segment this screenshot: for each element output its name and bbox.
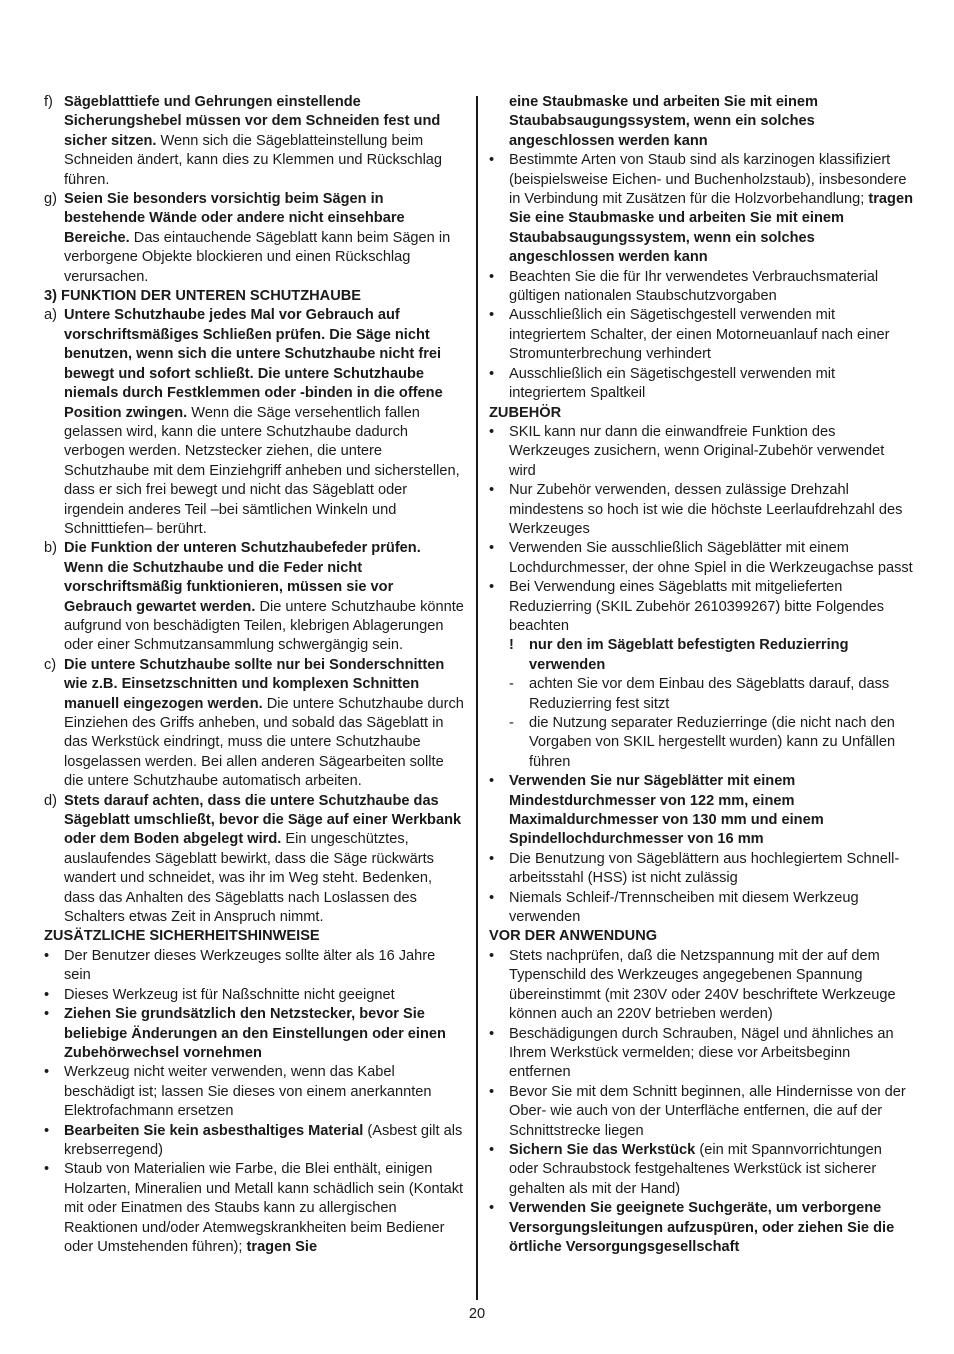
list-item xyxy=(44,947,464,986)
text-run: (Asbest gilt als krebserregend) xyxy=(64,1122,463,1158)
list-marker: - xyxy=(509,676,514,693)
list-item xyxy=(44,1063,464,1121)
list-item xyxy=(489,365,913,404)
list-item-text xyxy=(509,947,913,1025)
list-marker: ! xyxy=(509,637,514,654)
text-run: Bestimmte Arten von Staub sind als karzinogen klassifiziert (beispielsweise Eichen- und Buchenholzstaub), insbesondere in Verbindung mit Zusätzen für die Holzvorbehandlung; xyxy=(509,152,907,208)
list-item-text xyxy=(64,190,464,287)
list-item xyxy=(489,306,913,364)
text-run: Staub von Materialien wie Farbe, die Blei enthält, einigen Holzarten, Mineralien und Metall kann schädlich sein (Kontakt mit oder Einatmen des Staubs kann zu allergischen Reaktionen und/oder Atemwegskrankheiten beim Bediener oder Umstehenden führen); xyxy=(64,1161,464,1255)
list-item xyxy=(489,539,913,578)
list-marker: • xyxy=(489,773,495,790)
list-item xyxy=(44,1122,464,1161)
list-item-text xyxy=(509,539,913,578)
list-marker: g) xyxy=(44,191,57,208)
list-marker: • xyxy=(489,889,495,906)
list-item xyxy=(489,889,913,928)
section-heading: VOR DER ANWENDUNG xyxy=(489,928,658,945)
text-run: Bei Verwendung eines Sägeblatts mit mitgelieferten Reduzierring (SKIL Zubehör 2610399267) bitte Folgendes beachten xyxy=(509,579,885,634)
list-item xyxy=(44,1160,464,1257)
bold-text: tragen Sie xyxy=(246,1238,318,1255)
bold-text: Untere Schutzhaube jedes Mal vor Gebrauch auf vorschriftsmäßiges Schließen prüfen. Die Säge nicht benutzen, wenn sich die untere Schutzhaube nicht frei bewegt und sofort schließt. Die untere Schutzhaube niemals durch Festklemmen oder -binden in die offene Position zwingen. xyxy=(64,307,443,421)
list-item xyxy=(44,1005,464,1063)
list-item-text xyxy=(509,1199,913,1257)
list-item-text xyxy=(509,1141,913,1199)
list-marker: • xyxy=(489,423,495,440)
list-marker: • xyxy=(489,1200,495,1217)
list-item xyxy=(44,306,464,539)
list-item-text xyxy=(509,889,913,928)
list-item xyxy=(489,423,913,481)
list-marker: • xyxy=(44,1006,50,1023)
text-run: Stets nachprüfen, daß die Netzspannung mit der auf dem Typenschild des Werkzeuges angegebenen Spannung übereinstimmt (mit 230V oder 240V beschriftete Werkzeuge können auch an 220V betrieben werden) xyxy=(509,947,896,1023)
list-item xyxy=(489,1025,913,1083)
bold-text: Verwenden Sie nur Sägeblätter mit einem Mindestdurchmesser von 122 mm, einem Maximaldurchmesser von 130 mm und einem Spindellochdurchmesser von 16 mm xyxy=(509,773,824,848)
bold-text: Verwenden Sie geeignete Suchgeräte, um verborgene Versorgungsleitungen aufzuspüren, oder ziehen Sie die örtliche Versorgungsgesellschaft xyxy=(509,1200,895,1255)
list-item xyxy=(489,1199,913,1257)
list-item-text xyxy=(509,268,913,307)
list-item-text xyxy=(64,792,464,928)
text-run: Beschädigungen durch Schrauben, Nägel und ähnliches an Ihrem Werkstück vermelden; diese vor Arbeitsbeginn entfernen xyxy=(509,1025,894,1081)
list-item-text xyxy=(509,772,913,850)
list-item-text xyxy=(64,539,464,655)
list-marker: • xyxy=(489,1025,495,1042)
list-item-text xyxy=(64,986,464,1005)
list-marker: • xyxy=(489,307,495,324)
list-item-text xyxy=(509,306,913,364)
list-item xyxy=(489,578,913,636)
bold-text: nur den im Sägeblatt befestigten Reduzierring verwenden xyxy=(529,637,849,673)
bold-text: Stets darauf achten, dass die untere Schutzhaube das Sägeblatt umschließt, bevor die Säge auf einer Werkbank oder dem Boden abgelegt wird. xyxy=(64,792,462,848)
list-item-text xyxy=(64,1160,464,1257)
text-run: SKIL kann nur dann die einwandfreie Funktion des Werkzeuges zusichern, wenn Original-Zubehör verwendet wird xyxy=(509,423,885,479)
list-item-text xyxy=(509,1025,913,1083)
list-item-text xyxy=(529,636,913,675)
list-item-text xyxy=(529,714,913,772)
list-item-text xyxy=(64,656,464,792)
list-item-text xyxy=(509,365,913,404)
text-run: Die untere Schutzhaube könnte aufgrund von beschädigten Teilen, klebrigen Ablagerungen oder einer Schmutzansammlung schwergängig sein. xyxy=(64,598,464,654)
section-heading: 3) FUNKTION DER UNTEREN SCHUTZHAUBE xyxy=(44,288,362,305)
sub-list-item xyxy=(489,675,913,714)
bold-text: Ziehen Sie grundsätzlich den Netzstecker, bevor Sie beliebige Änderungen an den Einstellungen oder einen Zubehörwechsel vornehmen xyxy=(64,1006,446,1061)
list-item-text xyxy=(64,947,464,986)
list-marker: b) xyxy=(44,540,57,557)
list-item xyxy=(44,986,464,1005)
bold-text: Bearbeiten Sie kein asbesthaltiges Material xyxy=(64,1122,364,1139)
bold-text: Seien Sie besonders vorsichtig beim Sägen in bestehende Wände oder andere nicht einsehbare Bereiche. xyxy=(64,191,405,246)
text-run: Werkzeug nicht weiter verwenden, wenn das Kabel beschädigt ist; lassen Sie dieses von einem anerkannten Elektrofachmann ersetzen xyxy=(64,1064,432,1120)
list-marker: • xyxy=(489,268,495,285)
text-run: Ausschließlich ein Sägetischgestell verwenden mit integriertem Schalter, der einen Motorneuanlauf nach einer Stromunterbrechung verhindert xyxy=(509,307,890,363)
list-item-text xyxy=(509,481,913,539)
list-marker: • xyxy=(489,1083,495,1100)
list-marker: a) xyxy=(44,307,57,324)
list-item-text xyxy=(509,850,913,889)
list-item-text xyxy=(509,151,913,267)
list-marker: • xyxy=(489,482,495,499)
page-number: 20 xyxy=(468,1306,486,1322)
text-run: Verwenden Sie ausschließlich Sägeblätter mit einem Lochdurchmesser, der ohne Spiel in die Werkzeugachse passt xyxy=(509,540,913,576)
list-item xyxy=(489,1083,913,1141)
right-column xyxy=(489,93,913,1257)
list-marker: • xyxy=(44,947,50,964)
text-run: (ein mit Spannvorrichtungen oder Schraubstock festgehaltenes Werkstück ist sicherer gehalten als mit der Hand) xyxy=(509,1141,882,1197)
list-marker: • xyxy=(489,152,495,169)
list-item xyxy=(44,93,464,190)
list-item-text xyxy=(529,675,913,714)
bold-text: Die Funktion der unteren Schutzhaubefeder prüfen. Wenn die Schutzhaube und die Feder nicht vorschriftsmäßig funktionieren, müssen sie vor Gebrauch gewartet werden. xyxy=(64,540,421,615)
list-marker: • xyxy=(489,579,495,596)
list-item-text xyxy=(509,578,913,636)
sub-list-item xyxy=(489,636,913,675)
text-run: Dieses Werkzeug ist für Naßschnitte nicht geeignet xyxy=(64,986,395,1003)
list-item-text xyxy=(64,1063,464,1121)
list-item xyxy=(489,1141,913,1199)
list-marker: • xyxy=(489,947,495,964)
list-item xyxy=(489,850,913,889)
list-marker: • xyxy=(489,850,495,867)
text-run: Die untere Schutzhaube durch Einziehen des Griffs anheben, und sobald das Sägeblatt in das Werkstück eindringt, muss die untere Schutzhaube losgelassen werden. Bei allen anderen Sägearbeiten sollte die untere Schutzhaube automatisch arbeiten. xyxy=(64,695,464,790)
list-item xyxy=(44,656,464,792)
list-item xyxy=(44,190,464,287)
list-item xyxy=(489,947,913,1025)
text-run: Die Benutzung von Sägeblättern aus hochlegiertem Schnell- arbeitsstahl (HSS) ist nicht zulässig xyxy=(509,850,900,887)
sub-list-item xyxy=(489,714,913,772)
list-marker: • xyxy=(489,1141,495,1158)
continued-text xyxy=(489,93,913,151)
section-heading: ZUSÄTZLICHE SICHERHEITSHINWEISE xyxy=(44,928,320,945)
left-column xyxy=(44,93,464,1257)
text-run: Nur Zubehör verwenden, dessen zulässige Drehzahl mindestens so hoch ist wie die höchste Leerlaufdrehzahl des Werkzeuges xyxy=(509,482,903,537)
list-marker: d) xyxy=(44,792,57,809)
bold-text: Sichern Sie das Werkstück xyxy=(509,1141,696,1158)
text-run: Ein ungeschütztes, auslaufendes Sägeblatt bewirkt, dass die Säge rückwärts wandert und schneidet, was ihr im Weg steht. Bedenken, dass das Anhalten des Sägeblatts nach Loslassen des Schalters etwas Zeit in Anspruch nimmt. xyxy=(64,831,434,926)
list-marker: c) xyxy=(44,656,57,673)
list-item xyxy=(489,481,913,539)
text-run: Beachten Sie die für Ihr verwendetes Verbrauchsmaterial gültigen nationalen Staubschutzvorgaben xyxy=(509,268,879,305)
text-run: achten Sie vor dem Einbau des Sägeblatts darauf, dass Reduzierring fest sitzt xyxy=(529,676,890,712)
list-item xyxy=(489,151,913,267)
text-run: Bevor Sie mit dem Schnitt beginnen, alle Hindernisse von der Ober- wie auch von der Unterfläche entfernen, die auf der Schnittstrecke liegen xyxy=(509,1083,906,1139)
column-divider xyxy=(476,96,478,1300)
list-item-text xyxy=(64,1122,464,1161)
list-item-text xyxy=(64,306,464,539)
list-marker: • xyxy=(44,1122,50,1139)
list-item-text xyxy=(64,93,464,190)
text-run: Wenn sich die Sägeblatteinstellung beim Schneiden ändert, kann dies zu Klemmen und Rückschlag führen. xyxy=(64,132,443,188)
bold-text: tragen Sie eine Staubmaske und arbeiten Sie mit einem Staubabsaugungssystem, wenn ein solches angeschlossen werden kann xyxy=(509,191,913,266)
list-marker: • xyxy=(489,540,495,557)
text-run: Wenn die Säge versehentlich fallen gelassen wird, kann die untere Schutzhaube dadurch verbogen werden. Netzstecker ziehen, die untere Schutzhaube mit dem Einziehgriff anheben und sicherstellen, dass er sich frei bewegt und nicht das Sägeblatt oder irgendein anderes Teil –bei sämtlichen Winkeln und Schnitttiefen– berührt. xyxy=(64,404,460,537)
text-run: Der Benutzer dieses Werkzeuges sollte älter als 16 Jahre sein xyxy=(64,947,436,984)
bold-text: eine Staubmaske und arbeiten Sie mit einem Staubabsaugungssystem, wenn ein solches angeschlossen werden kann xyxy=(509,94,818,149)
list-marker: • xyxy=(44,986,50,1003)
list-item-text xyxy=(509,1083,913,1141)
bold-text: Die untere Schutzhaube sollte nur bei Sonderschnitten wie z.B. Einsetzschnitten und komplexen Schnitten manuell eingezogen werden. xyxy=(64,656,445,712)
list-marker: - xyxy=(509,715,514,731)
list-item xyxy=(489,772,913,850)
list-item xyxy=(44,792,464,928)
list-item xyxy=(44,539,464,655)
list-item xyxy=(489,268,913,307)
text-run: Niemals Schleif-/Trennscheiben mit diesem Werkzeug verwenden xyxy=(509,889,859,926)
list-item-text xyxy=(509,423,913,481)
text-run: die Nutzung separater Reduzierringe (die nicht nach den Vorgaben von SKIL hergestellt wurden) kann zu Unfällen führen xyxy=(529,715,896,770)
text-run: Das eintauchende Sägeblatt kann beim Sägen in verborgene Objekte blockieren und einen Rückschlag verursachen. xyxy=(64,229,451,285)
list-marker: f) xyxy=(44,94,53,110)
section-heading: ZUBEHÖR xyxy=(489,404,562,421)
text-run: Ausschließlich ein Sägetischgestell verwenden mit integriertem Spaltkeil xyxy=(509,365,836,402)
list-item-text xyxy=(64,1005,464,1063)
list-marker: • xyxy=(44,1064,50,1081)
bold-text: Sägeblatttiefe und Gehrungen einstellende Sicherungshebel müssen vor dem Schneiden fest und sicher sitzen. xyxy=(64,94,441,149)
list-marker: • xyxy=(44,1161,50,1178)
list-marker: • xyxy=(489,365,495,382)
